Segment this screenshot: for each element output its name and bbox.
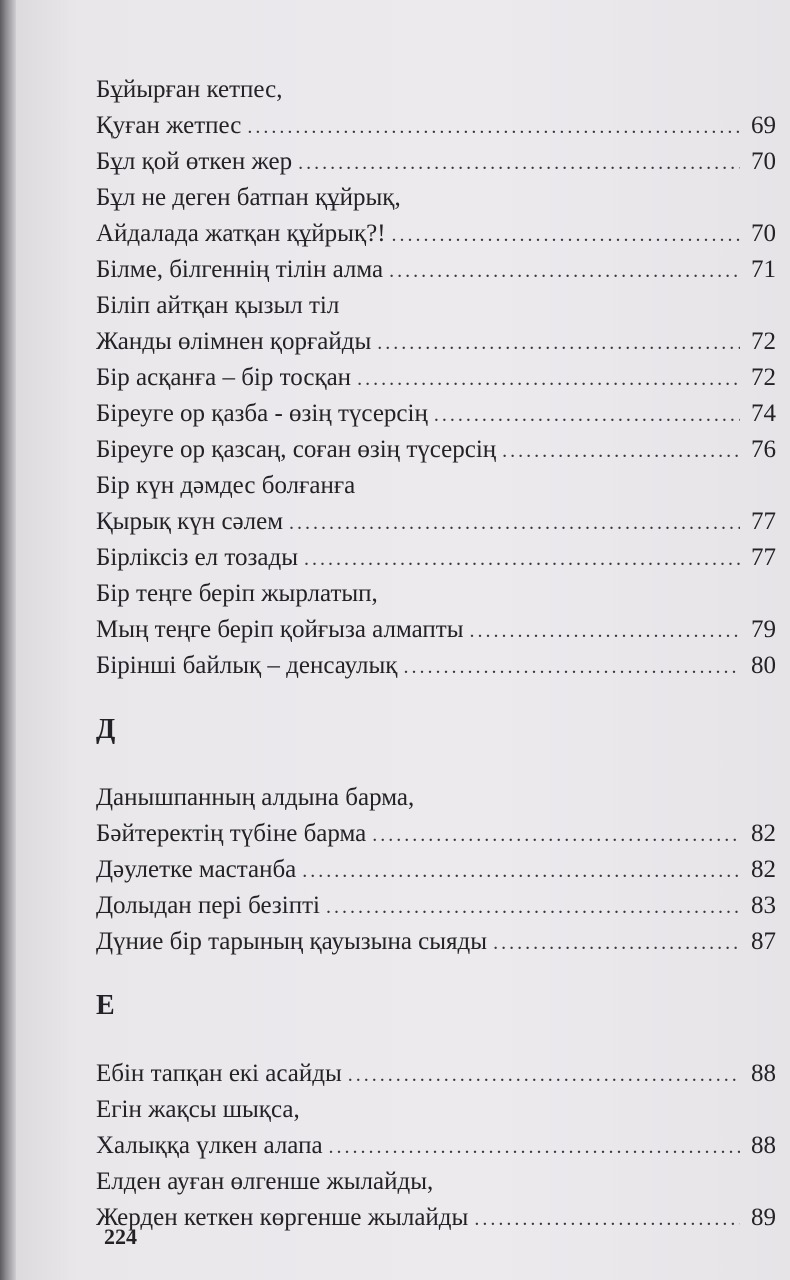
toc-entry-line [96, 1056, 776, 1092]
toc-entry [96, 468, 776, 540]
toc-entry [96, 576, 776, 648]
toc-entry-line [96, 816, 776, 852]
dot-leader [470, 613, 741, 649]
entry-text: Біреуге ор қазсаң, соған өзің түсерсің [96, 436, 497, 463]
toc-entry-line [96, 924, 776, 960]
toc-entry-line [96, 612, 776, 648]
entry-text: Жанды өлімнен қорғайды [96, 328, 372, 355]
dot-leader [247, 109, 740, 145]
dot-leader [326, 889, 740, 925]
entry-text: Білме, білгеннің тілін алма [96, 256, 384, 283]
toc-entry-line [96, 108, 776, 144]
toc-entry [96, 180, 776, 252]
dot-leader [289, 505, 740, 541]
entry-text: Дәулетке мастанба [96, 856, 297, 883]
toc-entry-line [96, 432, 776, 468]
entry-text: Бұл не деген батпан құйрық, [96, 184, 401, 211]
entry-text: Біліп айтқан қызыл тіл [96, 292, 340, 319]
toc-entry [96, 852, 776, 888]
entry-page-number: 89 [751, 1204, 776, 1231]
toc-entry-line [96, 216, 776, 252]
dot-leader [493, 925, 740, 961]
entry-page-number: 76 [751, 436, 776, 463]
toc-entry-line [96, 576, 776, 612]
entry-page-number: 71 [751, 256, 776, 283]
toc-entry-line [96, 852, 776, 888]
dot-leader [474, 1201, 740, 1237]
entry-text: Біреуге ор қазба - өзің түсерсің [96, 400, 428, 427]
section-heading: Д [96, 714, 116, 745]
book-spine-shadow [0, 0, 16, 1280]
entry-text: Бір теңге беріп жырлатып, [96, 580, 378, 607]
entry-page-number: 82 [751, 856, 776, 883]
toc-entry-line [96, 72, 776, 108]
entry-text: Айдалада жатқан құйрық?! [96, 220, 386, 247]
toc-entry-line [96, 324, 776, 360]
toc-entry [96, 1092, 776, 1164]
dot-leader [298, 145, 740, 181]
toc-entry-line [96, 1200, 776, 1236]
entry-text: Ебін тапқан екі асайды [96, 1060, 342, 1087]
dot-leader [403, 649, 740, 685]
toc-entry-line [96, 780, 776, 816]
entry-page-number: 74 [751, 400, 776, 427]
entry-text: Бірліксіз ел тозады [96, 544, 298, 571]
entry-page-number: 70 [751, 220, 776, 247]
entry-page-number: 77 [751, 508, 776, 535]
toc-entry-line [96, 540, 776, 576]
entry-text: Бәйтеректің түбіне барма [96, 820, 367, 847]
entry-page-number: 82 [751, 820, 776, 847]
toc-entry [96, 780, 776, 852]
toc-entry [96, 288, 776, 360]
entry-page-number: 72 [751, 328, 776, 355]
entry-text: Бір асқанға – бір тосқан [96, 364, 352, 391]
entry-page-number: 77 [751, 544, 776, 571]
toc-entry [96, 360, 776, 396]
toc-entry-line [96, 888, 776, 924]
entry-text: Долыдан пері безіпті [96, 892, 320, 919]
entry-page-number: 88 [751, 1132, 776, 1159]
dot-leader [377, 325, 740, 361]
entry-text: Бір күн дәмдес болғанға [96, 472, 356, 499]
entry-text: Егін жақсы шықса, [96, 1096, 300, 1123]
toc-entry [96, 144, 776, 180]
toc-entry [96, 72, 776, 144]
toc-entry [96, 888, 776, 924]
toc-entry-line [96, 396, 776, 432]
section-heading: Е [96, 990, 115, 1021]
dot-leader [348, 1057, 740, 1093]
entry-text: Бұл қой өткен жер [96, 148, 293, 175]
dot-leader [304, 541, 740, 577]
toc-entry-line [96, 504, 776, 540]
dot-leader [392, 217, 740, 253]
toc-entry-line [96, 180, 776, 216]
dot-leader [389, 253, 740, 289]
entry-text: Бірінші байлық – денсаулық [96, 652, 398, 679]
dot-leader [434, 397, 740, 433]
entry-page-number: 80 [751, 652, 776, 679]
toc-entry-line [96, 360, 776, 396]
table-of-contents [96, 72, 776, 1236]
toc-entry [96, 396, 776, 432]
entry-page-number: 79 [751, 616, 776, 643]
entry-text: Елден ауған өлгенше жылайды, [96, 1168, 434, 1195]
toc-entry [96, 432, 776, 468]
dot-leader [502, 433, 740, 469]
entry-text: Жерден кеткен көргенше жылайды [96, 1204, 469, 1231]
toc-entry-line [96, 144, 776, 180]
toc-entry-line [96, 1164, 776, 1200]
toc-entry-line [96, 252, 776, 288]
page-number: 224 [104, 1224, 137, 1249]
entry-text: Қырық күн сәлем [96, 508, 284, 535]
toc-entry [96, 648, 776, 684]
entry-text: Бұйырған кетпес, [96, 76, 283, 103]
toc-entry [96, 1164, 776, 1236]
toc-entry [96, 252, 776, 288]
toc-entry-line [96, 288, 776, 324]
toc-entry-line [96, 1092, 776, 1128]
dot-leader [372, 817, 740, 853]
entry-page-number: 69 [751, 112, 776, 139]
entry-text: Мың теңге беріп қойғыза алмапты [96, 616, 464, 643]
entry-page-number: 70 [751, 148, 776, 175]
entry-text: Дүние бір тарының қауызына сыяды [96, 928, 488, 955]
entry-text: Данышпанның алдына барма, [96, 784, 415, 811]
dot-leader [329, 1129, 740, 1165]
entry-page-number: 83 [751, 892, 776, 919]
toc-entry [96, 540, 776, 576]
toc-entry-line [96, 648, 776, 684]
entry-page-number: 88 [751, 1060, 776, 1087]
entry-text: Қуған жетпес [96, 112, 242, 139]
toc-entry [96, 924, 776, 960]
entry-text: Халыққа үлкен алапа [96, 1132, 323, 1159]
toc-entry [96, 1056, 776, 1092]
toc-entry-line [96, 1128, 776, 1164]
toc-entry-line [96, 468, 776, 504]
dot-leader [357, 361, 740, 397]
entry-page-number: 87 [751, 928, 776, 955]
entry-page-number: 72 [751, 364, 776, 391]
dot-leader [302, 853, 740, 889]
